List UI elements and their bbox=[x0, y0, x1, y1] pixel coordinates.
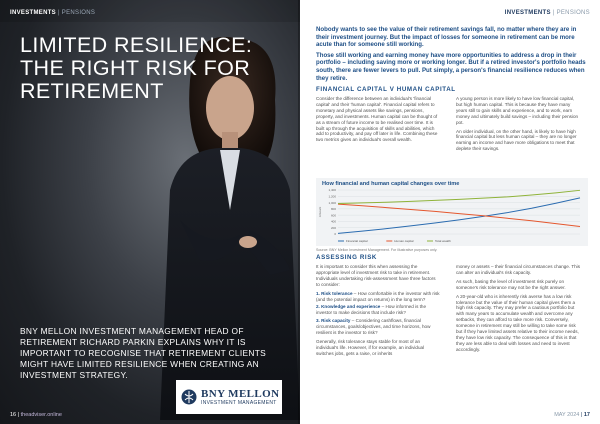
chart-y-tick-label: 1,400 bbox=[328, 188, 336, 193]
left-page-number: 16 bbox=[10, 412, 17, 418]
chart-y-tick-label: 600 bbox=[330, 213, 336, 218]
chart-y-tick-label: 400 bbox=[330, 219, 336, 224]
subhead-assessing-risk: ASSESSING RISK bbox=[316, 254, 378, 261]
chart-source: Source: BNY Mellon Investment Management. For illustrative purposes only. bbox=[316, 248, 438, 252]
col4-paragraph-1: money or assets – their financial circumstances change. This can alter an individual's risk capacity. bbox=[456, 264, 581, 275]
list-item-text: – How informed is the investor to make decisions that include risk? bbox=[316, 304, 427, 316]
body-column-4 bbox=[456, 264, 580, 356]
logo-text bbox=[201, 388, 279, 407]
chart-y-tick-label: 200 bbox=[330, 225, 336, 230]
standfirst: BNY MELLON INVESTMENT MANAGEMENT HEAD OF RETIREMENT RICHARD PARKIN EXPLAINS WHY IT IS IMPORTANT TO RECOGNISE THAT RETIREMENT CLIENTS MIGHT HAVE LIMITED RESILIENCE WHEN CREATING AN INVESTMENT STRATEGY. bbox=[20, 326, 267, 380]
publication-name: theadviser.online bbox=[20, 412, 62, 418]
left-section-label bbox=[10, 10, 95, 16]
list-item-text: – How comfortable is the investor with risk (and the potential impact on returns) in the long term? bbox=[316, 290, 440, 302]
chart-title: How financial and human capital changes over time bbox=[322, 181, 460, 187]
col4-paragraph-3: A 20-year-old who is inherently risk averse has a low risk tolerance but the value of their human capital gives them a high risk capacity. They may prefer a cautious portfolio but with many years to accumulate wealth and overcome any setbacks, they can afford to take more risk. Conversely, someone in retirement may still be willing to take some risk but if they have limited assets relative to their income needs, they have low risk capacity. The consequence of this is that they are less able to deal with losses and need to invest accordingly. bbox=[456, 293, 579, 352]
chart-y-tick-label: 0 bbox=[334, 232, 336, 237]
chart-legend-label: Total wealth bbox=[435, 239, 451, 243]
intro-paragraph-1: Nobody wants to see the value of their retirement savings fall, no matter where they are in their investment journey. But the impact of losses for someone in retirement can be more acute than for someone still working. bbox=[316, 26, 577, 49]
chart-y-tick-label: 800 bbox=[330, 207, 336, 212]
left-section-sub: | bbox=[57, 10, 62, 16]
intro-text bbox=[316, 26, 586, 85]
list-item bbox=[316, 291, 440, 303]
right-section-name: INVESTMENTS bbox=[504, 10, 551, 16]
chart-y-tick-label: 1,000 bbox=[328, 200, 336, 205]
right-section-label bbox=[505, 10, 590, 16]
chart-plot bbox=[316, 178, 588, 246]
col2-paragraph-2: An older individual, on the other hand, is likely to have high financial capital but less human capital – they are no longer earning an income and have more obligations to meet that deplete their savings. bbox=[456, 128, 577, 152]
folio-separator: | bbox=[580, 412, 584, 418]
chart-legend-label: Financial capital bbox=[346, 239, 368, 243]
col3-intro: It is important to consider this when assessing the appropriate level of investment risk to take in retirement. Individuals undertaking risk-assessment have three factors to consider: bbox=[316, 264, 436, 287]
issue-month: MAY 2024 bbox=[554, 412, 580, 418]
list-item-text: – Considering cashflows, financial circumstances, goals/objectives, and time horizons, how resilient is the investor to risk? bbox=[316, 318, 431, 336]
body-column-3 bbox=[316, 264, 440, 360]
intro-paragraph-2: Those still working and earning money have more opportunities to address a drop in their portfolio – including saving more or working longer. But if a retired investor's portfolio heads south, there are fewer levers to pull. Put simply, a person's financial resilience reduces when they retire. bbox=[316, 51, 586, 82]
col2-paragraph-1: A young person is more likely to have low financial capital, but high human capital. This is because they have many years still to gain skills and experience, and to work, earn money and ultimately build savings – including their pension pot. bbox=[456, 96, 579, 125]
capital-chart bbox=[316, 178, 588, 246]
right-section-sub-text: PENSIONS bbox=[556, 10, 590, 16]
chart-series-line-0 bbox=[338, 198, 580, 234]
col1-paragraph-1: Consider the difference between an individual's 'financial capital' and their 'human capital'. Financial capital refers to monetary and physical assets like savings, pensions, property, and investments. Human capital can be thought of as a stream of future income to be realised over time. It is built up through the acquisition of skills and abilities, which add to productivity, and pay off later in life. Combining these two metrics gives an individual's overall wealth. bbox=[316, 96, 438, 143]
right-folio bbox=[554, 412, 590, 418]
chart-y-axis-label: Amount bbox=[318, 206, 322, 218]
list-item bbox=[316, 318, 440, 336]
right-section-sep: | bbox=[552, 10, 557, 16]
subhead-financial-human-capital: FINANCIAL CAPITAL V HUMAN CAPITAL bbox=[316, 86, 456, 93]
list-item bbox=[316, 304, 440, 316]
list-item-term: 1. Risk tolerance bbox=[316, 290, 353, 296]
col3-outro: Generally, risk tolerance stays stable for most of an individual's life. However, if for example, an individual switches jobs, gets a raise, or inherits bbox=[316, 338, 425, 356]
left-section-name: INVESTMENTS bbox=[10, 10, 56, 16]
risk-factor-list bbox=[316, 291, 440, 336]
chart-legend-label: Human capital bbox=[394, 239, 414, 243]
right-page bbox=[300, 0, 600, 424]
right-page-number: 17 bbox=[583, 412, 590, 418]
headline: LIMITED RESILIENCE: THE RIGHT RISK FOR RETIREMENT bbox=[20, 33, 253, 103]
logo-line-1: BNY MELLON bbox=[201, 387, 280, 400]
bny-mellon-logo bbox=[176, 380, 282, 414]
logo-line-2: INVESTMENT MANAGEMENT bbox=[201, 399, 277, 406]
chart-y-tick-label: 1,200 bbox=[328, 194, 336, 199]
col4-paragraph-2: As such, basing the level of investment risk purely on someone's risk tolerance may not be the right answer. bbox=[456, 278, 566, 290]
folio-separator: | bbox=[17, 412, 21, 418]
list-item-term: 2. Knowledge and experience bbox=[316, 304, 381, 310]
list-item-term: 3. Risk capacity bbox=[316, 318, 351, 324]
body-column-1 bbox=[316, 96, 440, 146]
bny-mellon-logo-mark-icon bbox=[181, 389, 197, 405]
body-column-2 bbox=[456, 96, 580, 155]
chart-series-line-2 bbox=[338, 190, 580, 203]
left-section-sub-text: PENSIONS bbox=[61, 10, 96, 16]
left-folio bbox=[10, 412, 62, 418]
